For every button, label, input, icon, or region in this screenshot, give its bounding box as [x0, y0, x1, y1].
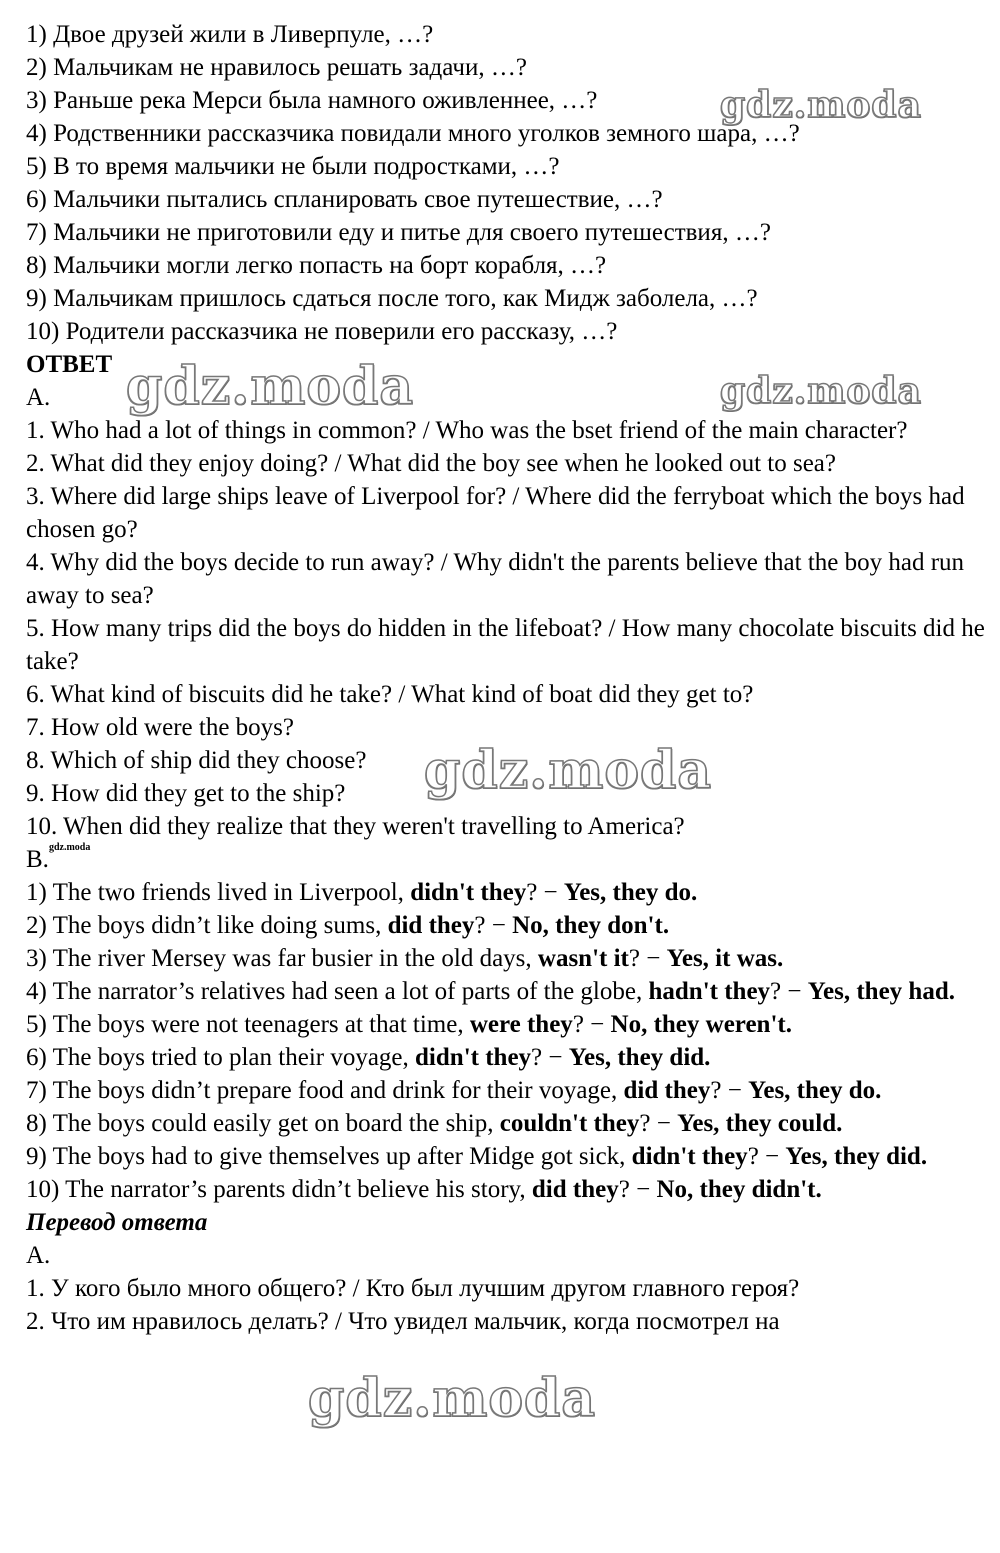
section-b-item [26, 1173, 986, 1206]
item-text: 4) The narrator’s relatives had seen a lot of parts of the globe, [26, 978, 649, 1005]
item-separator: ? − [770, 978, 808, 1005]
item-separator: ? − [572, 1011, 611, 1038]
item-separator: ? − [639, 1110, 678, 1137]
section-a-item: 8. Which of ship did they choose? [26, 747, 367, 774]
ru-question: 7) Мальчики не приготовили еду и питье для своего путешествия, …? [26, 219, 771, 246]
ru-question: 10) Родители рассказчика не поверили его рассказу, …? [26, 318, 618, 345]
section-b-label: B. [26, 846, 49, 873]
tag-question: were they [469, 1011, 573, 1038]
short-answer: Yes, they do. [563, 879, 698, 906]
ru-question-list [26, 18, 986, 348]
section-b-item [26, 909, 986, 942]
section-b-item [26, 1041, 986, 1074]
item-text: 3) The river Mersey was far busier in the old days, [26, 945, 538, 972]
tag-question: didn't they [415, 1044, 532, 1071]
section-a-item: 1. Who had a lot of things in common? / Who was the bset friend of the main character? [26, 417, 908, 444]
item-text: 2) The boys didn’t like doing sums, [26, 912, 388, 939]
tag-question: did they [387, 912, 475, 939]
section-b-list [26, 876, 986, 1206]
item-separator: ? − [747, 1143, 786, 1170]
section-a-item: 3. Where did large ships leave of Liverpool for? / Where did the ferryboat which the boys had chosen go? [26, 483, 965, 543]
item-separator: ? − [710, 1077, 749, 1104]
section-a-list [26, 414, 986, 843]
item-text: 8) The boys could easily get on board the ship, [26, 1110, 500, 1137]
watermark: gdz.moda [720, 84, 922, 126]
section-b-item [26, 1074, 986, 1107]
item-text: 5) The boys were not teenagers at that time, [26, 1011, 470, 1038]
item-text: 7) The boys didn’t prepare food and drink for their voyage, [26, 1077, 624, 1104]
section-b-item [26, 1107, 986, 1140]
section-b-item [26, 1140, 986, 1173]
ru-question: 3) Раньше река Мерси была намного оживленнее, …? [26, 87, 598, 114]
section-b-item [26, 975, 986, 1008]
section-a-item: 4. Why did the boys decide to run away? / Why didn't the parents believe that the boy had run away to sea? [26, 549, 965, 609]
short-answer: No, they weren't. [610, 1011, 792, 1038]
ru-question: 8) Мальчики могли легко попасть на борт корабля, …? [26, 252, 607, 279]
section-a-item: 7. How old were the boys? [26, 714, 294, 741]
section-a-item: 5. How many trips did the boys do hidden in the lifeboat? / How many chocolate biscuits did he take? [26, 615, 985, 675]
item-separator: ? − [526, 879, 564, 906]
ru-question: 1) Двое друзей жили в Ливерпуле, …? [26, 21, 434, 48]
watermark: gdz.moda [424, 740, 713, 801]
short-answer: Yes, they did. [785, 1143, 928, 1170]
section-a-label: A. [26, 384, 51, 411]
document-page [26, 18, 986, 1338]
watermark: gdz.moda [720, 370, 922, 412]
short-answer: Yes, they had. [807, 978, 955, 1005]
tag-question: did they [531, 1176, 619, 1203]
translation-a-item: 2. Что им нравилось делать? / Что увидел мальчик, когда посмотрел на [26, 1308, 780, 1335]
section-b-heading [26, 843, 986, 876]
short-answer: No, they don't. [512, 912, 670, 939]
item-separator: ? − [628, 945, 667, 972]
item-text: 1) The two friends lived in Liverpool, [26, 879, 411, 906]
ru-question: 4) Родственники рассказчика повидали много уголков земного шара, …? [26, 120, 800, 147]
ru-question: 2) Мальчикам не нравилось решать задачи, …? [26, 54, 527, 81]
watermark: gdz.moda [308, 1368, 597, 1429]
item-separator: ? − [531, 1044, 569, 1071]
translation-a-item: 1. У кого было много общего? / Кто был лучшим другом главного героя? [26, 1275, 800, 1302]
translation-a-list [26, 1272, 986, 1338]
watermark: gdz.moda [126, 356, 415, 417]
short-answer: Yes, they did. [568, 1044, 711, 1071]
short-answer: Yes, they could. [677, 1110, 843, 1137]
ru-question: 6) Мальчики пытались спланировать свое путешествие, …? [26, 186, 663, 213]
section-b-item [26, 876, 986, 909]
tag-question: didn't they [631, 1143, 748, 1170]
answer-heading: ОТВЕТ [26, 351, 113, 378]
short-answer: Yes, they do. [748, 1077, 882, 1104]
section-a-item: 10. When did they realize that they weren't travelling to America? [26, 813, 685, 840]
tag-question: didn't they [410, 879, 527, 906]
section-b-mark: gdz.moda [48, 842, 91, 853]
section-a-item: 6. What kind of biscuits did he take? / What kind of boat did they get to? [26, 681, 754, 708]
translation-heading: Перевод ответа [26, 1209, 208, 1236]
section-b-item [26, 1008, 986, 1041]
item-text: 10) The narrator’s parents didn’t believe his story, [26, 1176, 532, 1203]
section-a-item: 2. What did they enjoy doing? / What did the boy see when he looked out to sea? [26, 450, 836, 477]
tag-question: couldn't they [499, 1110, 640, 1137]
translation-a-label: A. [26, 1242, 51, 1269]
tag-question: did they [623, 1077, 711, 1104]
item-separator: ? − [474, 912, 513, 939]
section-b-item [26, 942, 986, 975]
short-answer: No, they didn't. [656, 1176, 822, 1203]
short-answer: Yes, it was. [666, 945, 784, 972]
tag-question: hadn't they [648, 978, 771, 1005]
item-separator: ? − [618, 1176, 657, 1203]
ru-question: 9) Мальчикам пришлось сдаться после того, как Мидж заболела, …? [26, 285, 758, 312]
item-text: 6) The boys tried to plan their voyage, [26, 1044, 416, 1071]
item-text: 9) The boys had to give themselves up after Midge got sick, [26, 1143, 632, 1170]
tag-question: wasn't it [537, 945, 629, 972]
section-a-item: 9. How did they get to the ship? [26, 780, 346, 807]
ru-question: 5) В то время мальчики не были подростками, …? [26, 153, 560, 180]
